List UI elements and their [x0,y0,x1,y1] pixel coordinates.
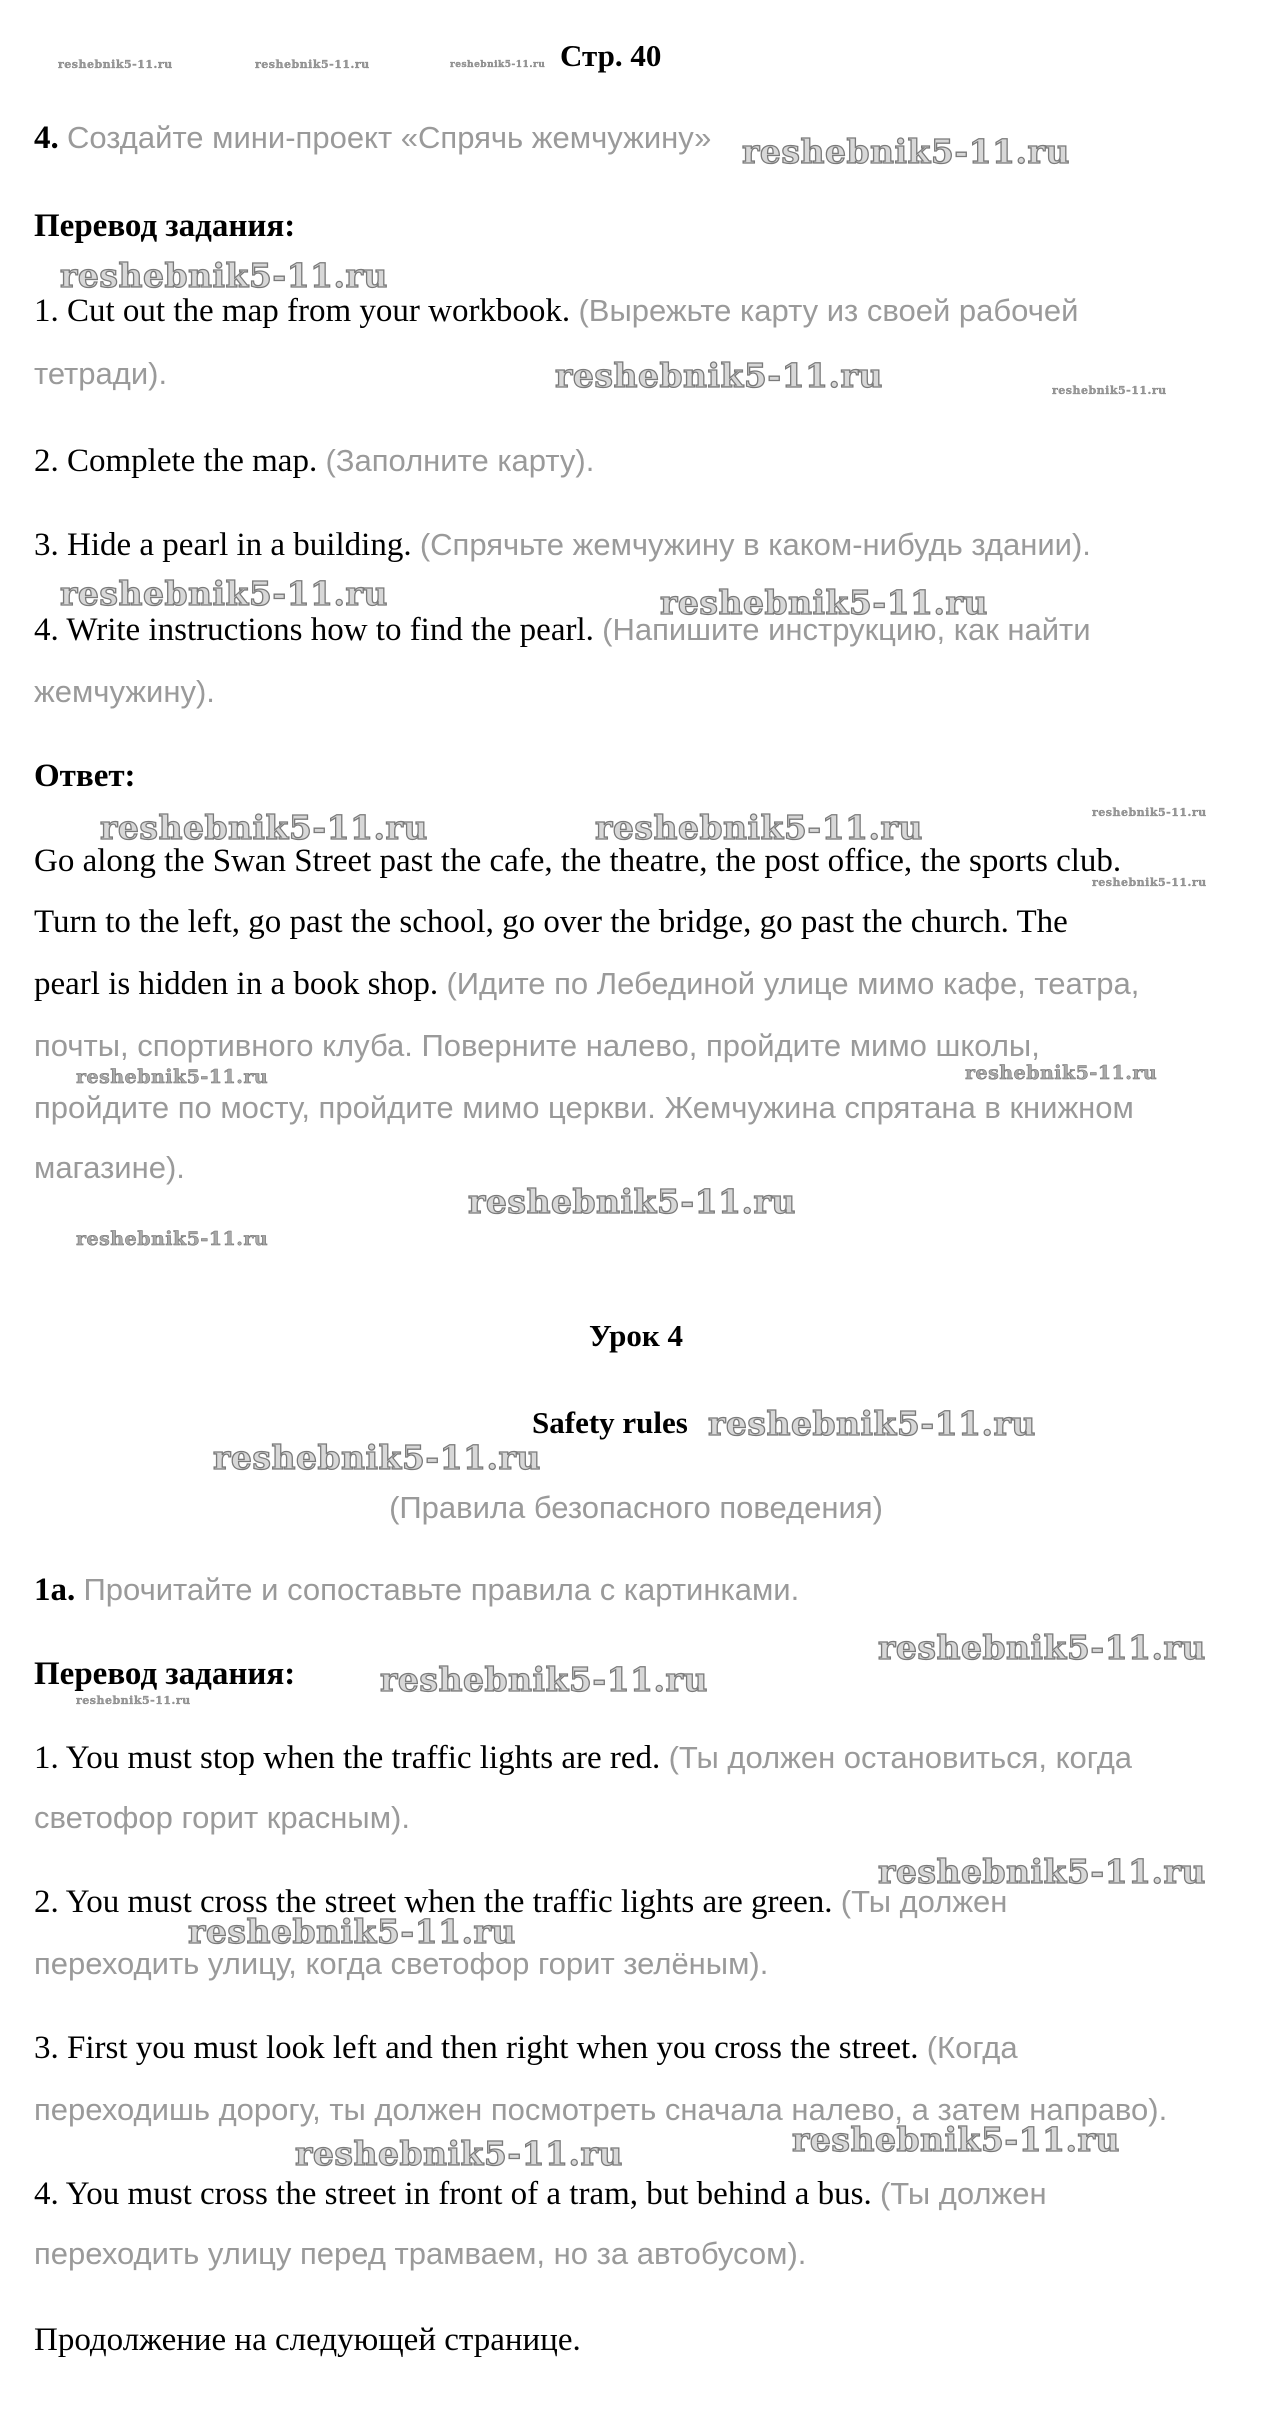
lesson-subtitle-ru: (Правила безопасного поведения) [389,1490,883,1525]
page-title: Стр. 40 [560,38,662,73]
translation-heading-1: Перевод задания: [34,208,296,244]
watermark: reshebnik5-11.ru [58,58,173,71]
task4-item-2-en: 2. Complete the map. [34,443,318,479]
translation-heading-2: Перевод задания: [34,1656,296,1692]
task4-text: Создайте мини-проект «Спрячь жемчужину» [67,120,712,155]
task4-item-3-ru: (Спрячьте жемчужину в каком-нибудь здании). [419,527,1091,562]
rule-3 [34,2030,1018,2067]
rule-4-ru: (Ты должен [879,2176,1047,2211]
watermark: reshebnik5-11.ru [255,58,370,71]
continuation-note: Продолжение на следующей странице. [34,2322,581,2358]
watermark: reshebnik5-11.ru [60,574,388,613]
watermark: reshebnik5-11.ru [965,1062,1158,1084]
watermark: reshebnik5-11.ru [878,1852,1206,1891]
task4-number: 4. [34,120,59,156]
task4-item-4-en: 4. Write instructions how to find the pearl. [34,612,594,648]
answer-line-3 [34,966,1139,1003]
task4-item-2-ru: (Заполните карту). [325,443,595,478]
rule-3-ru: (Когда [926,2030,1018,2065]
answer-line-6: магазине). [34,1150,185,1185]
rule-1-ru-cont: светофор горит красным). [34,1800,410,1835]
answer-line-3-en: pearl is hidden in a book shop. [34,966,439,1002]
watermark: reshebnik5-11.ru [213,1438,541,1477]
answer-line-2: Turn to the left, go past the school, go over the bridge, go past the church. The [34,904,1068,940]
answer-line-4: почты, спортивного клуба. Поверните налево, пройдите мимо школы, [34,1028,1040,1063]
lesson-subtitle: Safety rules [532,1405,688,1440]
task4-item-4-ru-cont: жемчужину). [34,674,215,709]
watermark: reshebnik5-11.ru [468,1182,796,1221]
answer-line-3-ru: (Идите по Лебединой улице мимо кафе, театра, [446,966,1140,1001]
watermark: reshebnik5-11.ru [792,2120,1120,2159]
task4-item-1-en: 1. Cut out the map from your workbook. [34,293,571,329]
task4-item-3 [34,527,1091,564]
task4-heading [34,120,711,157]
task4-item-2 [34,443,594,480]
watermark: reshebnik5-11.ru [76,1228,269,1250]
answer-line-1: Go along the Swan Street past the cafe, the theatre, the post office, the sports club. [34,843,1122,879]
rule-4-ru-cont: переходить улицу перед трамваем, но за автобусом). [34,2236,807,2271]
rule-1 [34,1740,1132,1777]
watermark: reshebnik5-11.ru [100,808,428,847]
task4-item-1-ru-cont: тетради). [34,356,168,391]
watermark: reshebnik5-11.ru [555,356,883,395]
watermark: reshebnik5-11.ru [380,1660,708,1699]
rule-2-en: 2. You must cross the street when the traffic lights are green. [34,1884,833,1920]
watermark: reshebnik5-11.ru [76,1694,191,1707]
rule-2 [34,1884,1007,1921]
watermark: reshebnik5-11.ru [708,1404,1036,1443]
watermark: reshebnik5-11.ru [450,60,546,70]
task4-item-3-en: 3. Hide a pearl in a building. [34,527,412,563]
watermark: reshebnik5-11.ru [1092,876,1207,889]
watermark: reshebnik5-11.ru [295,2134,623,2173]
task4-item-4-ru: (Напишите инструкцию, как найти [602,612,1091,647]
task1a-text: Прочитайте и сопоставьте правила с картинками. [83,1572,800,1607]
task4-item-1 [34,293,1078,330]
watermark: reshebnik5-11.ru [595,808,923,847]
lesson-title: Урок 4 [588,1318,684,1353]
rule-1-ru: (Ты должен остановиться, когда [668,1740,1133,1775]
watermark: reshebnik5-11.ru [660,583,988,622]
task4-item-1-ru: (Вырежьте карту из своей рабочей [578,293,1079,328]
rule-2-ru-cont: переходить улицу, когда светофор горит зелёным). [34,1946,769,1981]
watermark: reshebnik5-11.ru [60,256,388,295]
rule-4 [34,2176,1047,2213]
watermark: reshebnik5-11.ru [1052,384,1167,397]
answer-line-5: пройдите по мосту, пройдите мимо церкви. Жемчужина спрятана в книжном [34,1090,1134,1125]
answer-heading: Ответ: [34,758,136,794]
watermark: reshebnik5-11.ru [742,132,1070,171]
rule-1-en: 1. You must stop when the traffic lights are red. [34,1740,661,1776]
rule-3-en: 3. First you must look left and then right when you cross the street. [34,2030,919,2066]
rule-2-ru: (Ты должен [840,1884,1008,1919]
watermark: reshebnik5-11.ru [1092,806,1207,819]
task1a-number: 1a. [34,1572,76,1608]
watermark: reshebnik5-11.ru [878,1628,1206,1667]
rule-4-en: 4. You must cross the street in front of a tram, but behind a bus. [34,2176,872,2212]
watermark: reshebnik5-11.ru [76,1066,269,1088]
task4-item-4 [34,612,1091,649]
watermark: reshebnik5-11.ru [188,1912,516,1951]
task1a-heading [34,1572,799,1609]
rule-3-ru-cont: переходишь дорогу, ты должен посмотреть сначала налево, а затем направо). [34,2092,1168,2127]
